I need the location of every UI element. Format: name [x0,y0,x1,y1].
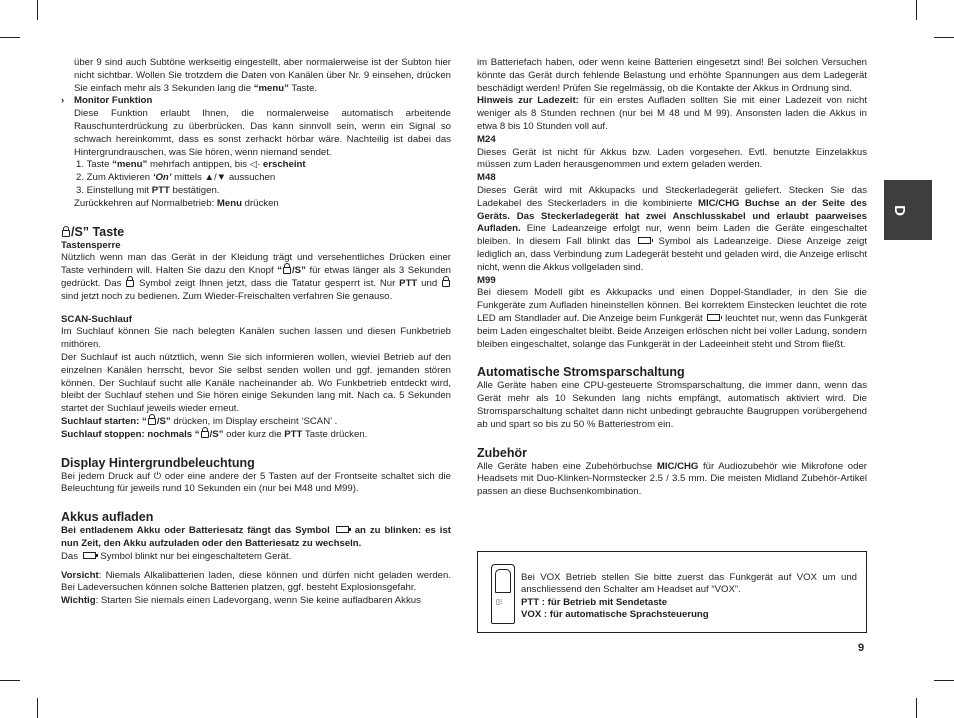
scan-start [61,416,451,429]
crop-mark [916,698,917,718]
left-column [61,57,451,608]
lock-icon [283,267,291,274]
para-text: Symbol zeigt Ihnen jetzt, dass die Tatatur gesperrt ist. Nur [135,277,400,289]
stromspar-text: Alle Geräte haben eine CPU-gesteuerte Stromsparschaltung, die immer dann, wenn das Gerät mehr als 10 Sekunden lang nichts empfängt, automatisch aktiviert wird. Die Stromsparschaltung schaltet dann nicht unbedingt gebrauchte Baugruppen vorübergehend ab und spart so bis zu 50 % Batteriestrom ein. [477,380,867,430]
para-bold: “ [277,265,283,277]
para-text: Symbol blinkt nur bei eingeschaltetem Gerät. [97,550,292,562]
step-bold: “menu” [112,159,148,171]
battery-icon [638,237,651,244]
page-number: 9 [858,642,865,654]
lock-icon [126,280,134,287]
para-bold: MIC/CHG [656,460,699,472]
crop-mark [934,680,954,681]
para-text: Das [61,550,81,562]
scan-stop [61,429,451,442]
para-bold: Vorsicht [61,569,99,581]
scan-bold: /S” [209,428,224,440]
akkus-symbol-note [61,551,451,564]
para-text: für Audiozubehör wie Mikrofone oder Headsets mit Duo-Klinken-Normstecker 2.5 / 3.5 mm. Die meisten Midland Zubehör-Artikel passen an diese Buchsenkombination. [477,460,868,498]
zubehoer-text [477,461,867,499]
para-text: leuchtet nur, wenn das Funkgerät beim Laden eingeschaltet bleibt. Beide Anzeigen erlöschen nicht bei voller Ladung, sondern bleiben eingeschaltet, solange das Funkgerät in der Ladeeinheit steht und Strom fließt. [477,312,868,350]
akkus-heading: Akkus aufladen [61,510,154,525]
para-text: für ein erstes Aufladen sollten Sie mit einer Ladezeit von nicht weniger als 8 Stunden rechnen (nur bei M 48 und M 99). Ansonsten laden die Akkus in etwa 8 bis 10 Stunden voll auf. [477,95,867,132]
intro-text: über 9 sind auch Subtöne werkseitig eingestellt, aber normalerweise ist der Subton hier nicht sichtbar. Wollen Sie trotzdem die Daten von Kanälen über Nr. 9 einsehen, drücken Sie einfach mehr als 3 Sekunden lang die [74,57,451,94]
power-icon: ⏻ [153,470,162,482]
crop-mark [0,680,20,681]
para-text: : Niemals Alkalibatterien laden, diese können und dürfen nicht geladen werden. Bei Ladeversuchen können solche Batterien platzen, ggf. besteht Explosionsgefahr. [61,569,451,594]
stromspar-heading: Automatische Stromsparschaltung [477,365,685,380]
monitor-text: Diese Funktion erlaubt Ihnen, die normalerweise automatisch arbeitende Rauschunterdrückung zu überbrücken. Das kann sinnvoll sein, wenn ein Signal so schwach hereinkommt, dass es sonst zerhackt hörbar wäre. Nachteilig ist dabei das Hintergrundrauschen, was Sie hören, wenn niemand sendet. [74,108,451,158]
para-bold: Bei entladenem Akku oder Batteriesatz fängt das Symbol [61,525,334,537]
para-text: sind jetzt noch zu bedienen. Zum Wieder-Freischalten verfahren Sie genauso. [61,290,393,302]
m48-text [477,185,867,275]
monitor-return [61,198,451,211]
step-text: 1. Taste [76,159,113,171]
para-text: : Starten Sie niemals einen Ladevorgang, wenn Sie keine aufladbaren Akkus [95,595,421,607]
para-text: Eine Ladeanzeige erfolgt nur, wenn beim Laden die Geräte eingeschaltet bleiben. In diesem Fall blinkt das [477,223,867,248]
intro-bold: “menu” [253,82,289,94]
ptt-button-icon [495,569,511,593]
scan-text: drücken, im Display erscheint ‘SCAN’ . [170,415,338,427]
zubehoer-heading: Zubehör [477,445,527,460]
crop-mark [37,0,38,20]
vox-note-paragraph: Bei VOX Betrieb stellen Sie bitte zuerst das Funkgerät auf VOX um und anschliessend den Schalter am Headset auf “VOX”. [521,572,857,596]
step-text: mittels [171,172,205,184]
bullet-marker: › [61,95,65,107]
heading-text: /S” Taste [71,224,125,239]
vox-note-ptt: PTT : für Betrieb mit Sendetaste [521,596,668,608]
vox-note-text [521,572,857,621]
intro-end: Taste. [288,82,318,94]
para-text: Nützlich wenn man das Gerät in der Kleidung trägt und versehentliches Drücken einer Taste verhindern will. Halten Sie dazu den Knopf [61,252,451,277]
para-bold: Wichtig [61,595,96,607]
scan-paragraph-2: Der Suchlauf ist auch nütztlich, wenn Sie sich informieren wollen, wieviel Betrieb auf den einzelnen Kanälen herrscht, bevor Sie selbst senden wollen und ggf. jemanden stören können. Der Suchlauf sucht alle Kanäle nacheinander ab. Wo Funkbetrieb entdeckt wird, bleibt der Suchlauf stehen und Sie hören einige Sekunden lang mit. Nach ca. 5 Sekunden startet der Suchlauf jeweils wieder erneut. [61,351,451,415]
step-text: bestätigen. [169,184,220,196]
para-text: Symbol als Ladeanzeige. Diese Anzeige zeigt lediglich an, dass Verbindung zum Ladegerät besteht und geladen wird, die Anzeige erlischt nicht, wenn die Akkus vollgeladen sind. [477,236,867,273]
display-heading: Display Hintergrundbeleuchtung [61,455,255,470]
scan-bold: PTT [284,428,303,440]
para-bold: MIC/CHG Buchse an der Seite des Geräts. Das Steckerladegerät hat zwei Anschlusskabel und erlaubt paarweises Aufladen. [477,197,867,235]
intro-paragraph [61,57,451,95]
battery-icon [707,314,720,321]
headset-control-icon [491,564,515,624]
vox-note-box [477,551,867,633]
scan-title: SCAN-Suchlauf [61,313,132,325]
para-text: Alle Geräte haben eine Zubehörbuchse [477,460,657,472]
scan-bold: /S” [156,415,171,427]
step-text: 2. Zum Aktivieren [76,172,153,184]
vox-note-vox: VOX : für automatische Sprachsteuerung [521,608,709,620]
display-text [61,471,451,497]
para-bold: an zu blinken: es ist nun Zeit, den Akku aufzuladen oder den Batteriesatz zu wechseln. [61,525,451,549]
scan-bold: Suchlauf starten: [61,415,140,427]
step-bold: PTT [151,184,170,196]
up-down-arrows-icon: ▲/▼ [204,172,227,184]
step-text: mehrfach antippen, bis [147,159,250,171]
battery-icon [336,526,349,533]
lock-key-heading [61,225,451,240]
vox-switch-icon: ▯⁝ [496,599,503,606]
battery-icon [83,552,96,559]
scan-bold: “ [139,415,147,427]
monitor-title: Monitor Funktion [74,95,153,107]
akkus-continued: im Batteriefach haben, oder wenn keine Batterien eingesetzt sind! Bei solchen Versuchen könnte das Gerät durch fehlende Belastung und erhöhte Spannungen aus dem Ladegerät beschädigt werden! Prüfen Sie regelmässig, ob die Kontakte der Akkus in Ordnung sind. [477,57,867,94]
lock-icon [442,280,450,287]
monitor-step-2 [61,172,451,185]
akkus-warning [61,525,451,551]
akkus-vorsicht [61,570,451,596]
return-text: Zurückkehren auf Normalbetrieb: [74,197,217,209]
scan-text: oder kurz die [223,428,285,440]
right-column [477,57,867,499]
language-tab [884,180,932,240]
speaker-icon: ◁· [249,159,261,171]
step-bold: ‘On’ [152,172,172,184]
step-text: aussuchen [226,172,276,184]
m24-text: Dieses Gerät ist nicht für Akkus bzw. Laden vorgesehen. Evtl. benutzte Einzelakkus müssen zum Laden herausgenommen und extern geladen werden. [477,146,867,171]
crop-mark [0,37,20,38]
scan-bold: Suchlauf stoppen: nochmals [61,428,193,440]
scan-text: Taste drücken. [302,428,368,440]
step-bold: erscheint [260,159,306,171]
lock-icon [201,431,209,438]
para-text: und [417,277,441,289]
tastensperre-text [61,252,451,303]
scan-paragraph-1: Im Suchlauf können Sie nach belegten Kanälen suchen lassen und diesen Funkbetrieb mithören. [61,326,451,351]
monitor-step-1 [61,159,451,172]
step-text: 3. Einstellung mit [76,184,152,196]
para-bold: PTT [399,277,418,289]
hinweis-ladezeit [477,95,867,133]
m99-title: M99 [477,274,496,286]
return-bold: Menu [216,197,242,209]
para-text: oder eine andere der 5 Tasten auf der Frontseite schaltet sich die Beleuchtung für jeweils rund 10 Sekunden ein (nur bei M48 und M99). [61,470,452,495]
para-bold: Hinweis zur Ladezeit: [477,95,579,107]
crop-mark [916,0,917,20]
crop-mark [934,37,954,38]
para-text: Bei jedem Druck auf [61,470,154,482]
return-text: drücken [241,197,279,209]
para-text: Dieses Gerät wird mit Akkupacks und Steckerladegerät geliefert. Stecken Sie das Ladekabel des Steckerladers in die kombinierte [477,184,867,209]
para-text: Bei diesem Modell gibt es Akkupacks und einen Doppel-Standlader, in den Sie die Funkgeräte zum Aufladen hineinstellen können. Bei korrektem Einstecken leuchtet die rote LED am Standlader auf. Die Anzeige beim Funkgerät [477,287,867,324]
monitor-step-3 [61,185,451,198]
language-tab-label: D [890,205,908,216]
monitor-heading [61,95,451,108]
tastensperre-title: Tastensperre [61,239,121,251]
m99-text [477,287,867,351]
lock-icon [148,418,156,425]
lock-icon [62,230,70,237]
m48-title: M48 [477,172,496,184]
akkus-wichtig [61,595,451,608]
m24-title: M24 [477,133,496,145]
crop-mark [37,698,38,718]
para-bold: /S” [292,265,306,277]
para-text: für etwas länger als 3 Sekunden gedrückt. Das [61,265,451,289]
scan-bold: “ [192,428,200,440]
